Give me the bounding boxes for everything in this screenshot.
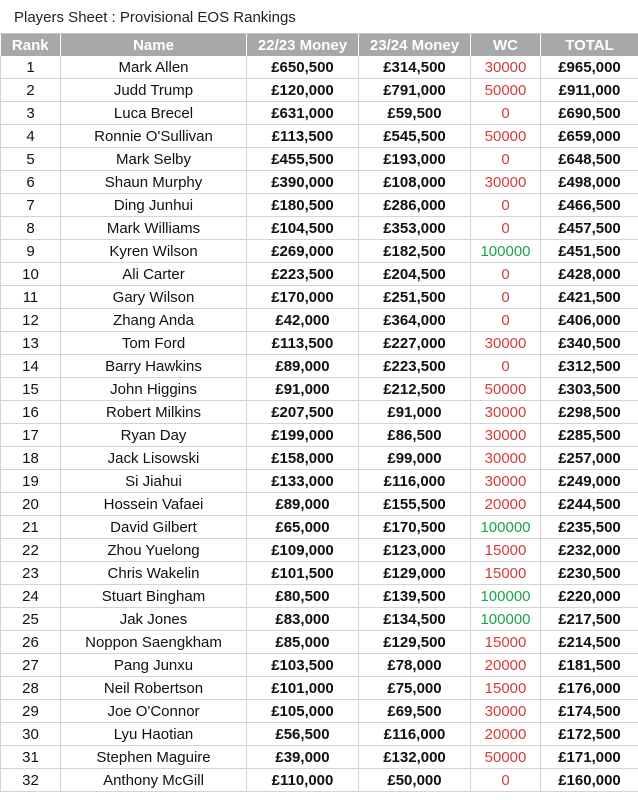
total-cell: £457,500	[541, 217, 638, 240]
header-row	[1, 34, 638, 56]
wc-cell: 30000	[471, 56, 541, 79]
money-2324-cell: £59,500	[359, 102, 471, 125]
rank-cell: 24	[1, 585, 61, 608]
total-cell: £659,000	[541, 125, 638, 148]
rank-cell: 32	[1, 769, 61, 792]
table-row	[1, 631, 638, 654]
table-row	[1, 447, 638, 470]
total-cell: £160,000	[541, 769, 638, 792]
table-row	[1, 746, 638, 769]
name-cell: Stuart Bingham	[61, 585, 247, 608]
table-row	[1, 194, 638, 217]
table-row	[1, 677, 638, 700]
money-2324-cell: £134,500	[359, 608, 471, 631]
wc-cell: 30000	[471, 424, 541, 447]
rank-cell: 5	[1, 148, 61, 171]
total-cell: £466,500	[541, 194, 638, 217]
total-cell: £174,500	[541, 700, 638, 723]
wc-cell: 15000	[471, 539, 541, 562]
money-2223-cell: £650,500	[247, 56, 359, 79]
rank-cell: 25	[1, 608, 61, 631]
wc-cell: 0	[471, 286, 541, 309]
money-2324-cell: £132,000	[359, 746, 471, 769]
wc-cell: 50000	[471, 125, 541, 148]
money-2223-cell: £85,000	[247, 631, 359, 654]
name-cell: Kyren Wilson	[61, 240, 247, 263]
money-2223-cell: £89,000	[247, 493, 359, 516]
rank-cell: 17	[1, 424, 61, 447]
rank-cell: 31	[1, 746, 61, 769]
money-2324-cell: £129,000	[359, 562, 471, 585]
money-2223-cell: £223,500	[247, 263, 359, 286]
table-row	[1, 378, 638, 401]
total-cell: £340,500	[541, 332, 638, 355]
money-2223-cell: £101,500	[247, 562, 359, 585]
money-2324-cell: £69,500	[359, 700, 471, 723]
name-cell: Zhou Yuelong	[61, 539, 247, 562]
money-2223-cell: £83,000	[247, 608, 359, 631]
money-2324-cell: £78,000	[359, 654, 471, 677]
total-cell: £406,000	[541, 309, 638, 332]
rank-cell: 13	[1, 332, 61, 355]
wc-cell: 0	[471, 309, 541, 332]
name-cell: Tom Ford	[61, 332, 247, 355]
rank-cell: 22	[1, 539, 61, 562]
rank-cell: 8	[1, 217, 61, 240]
money-2324-cell: £353,000	[359, 217, 471, 240]
total-cell: £421,500	[541, 286, 638, 309]
wc-cell: 0	[471, 769, 541, 792]
total-cell: £911,000	[541, 79, 638, 102]
header-wc: WC	[471, 34, 541, 56]
name-cell: Jak Jones	[61, 608, 247, 631]
money-2324-cell: £155,500	[359, 493, 471, 516]
table-row	[1, 332, 638, 355]
rank-cell: 20	[1, 493, 61, 516]
wc-cell: 0	[471, 355, 541, 378]
header-total: TOTAL	[541, 34, 638, 56]
total-cell: £217,500	[541, 608, 638, 631]
name-cell: Ronnie O'Sullivan	[61, 125, 247, 148]
rank-cell: 19	[1, 470, 61, 493]
rank-cell: 27	[1, 654, 61, 677]
money-2223-cell: £110,000	[247, 769, 359, 792]
rank-cell: 29	[1, 700, 61, 723]
rank-cell: 3	[1, 102, 61, 125]
total-cell: £235,500	[541, 516, 638, 539]
total-cell: £257,000	[541, 447, 638, 470]
rank-cell: 23	[1, 562, 61, 585]
name-cell: Luca Brecel	[61, 102, 247, 125]
money-2324-cell: £139,500	[359, 585, 471, 608]
rank-cell: 28	[1, 677, 61, 700]
wc-cell: 50000	[471, 746, 541, 769]
table-row	[1, 355, 638, 378]
wc-cell: 0	[471, 102, 541, 125]
wc-cell: 100000	[471, 516, 541, 539]
rank-cell: 4	[1, 125, 61, 148]
rank-cell: 9	[1, 240, 61, 263]
table-row	[1, 700, 638, 723]
money-2223-cell: £105,000	[247, 700, 359, 723]
money-2223-cell: £120,000	[247, 79, 359, 102]
rank-cell: 6	[1, 171, 61, 194]
money-2223-cell: £65,000	[247, 516, 359, 539]
total-cell: £230,500	[541, 562, 638, 585]
table-row	[1, 723, 638, 746]
wc-cell: 0	[471, 148, 541, 171]
money-2324-cell: £286,000	[359, 194, 471, 217]
money-2223-cell: £180,500	[247, 194, 359, 217]
table-row	[1, 171, 638, 194]
wc-cell: 30000	[471, 447, 541, 470]
money-2324-cell: £791,000	[359, 79, 471, 102]
total-cell: £214,500	[541, 631, 638, 654]
money-2223-cell: £133,000	[247, 470, 359, 493]
wc-cell: 50000	[471, 79, 541, 102]
money-2223-cell: £56,500	[247, 723, 359, 746]
header-2324-money: 23/24 Money	[359, 34, 471, 56]
table-row	[1, 493, 638, 516]
wc-cell: 30000	[471, 171, 541, 194]
name-cell: Joe O'Connor	[61, 700, 247, 723]
money-2223-cell: £170,000	[247, 286, 359, 309]
rank-cell: 30	[1, 723, 61, 746]
money-2223-cell: £101,000	[247, 677, 359, 700]
name-cell: Zhang Anda	[61, 309, 247, 332]
money-2324-cell: £86,500	[359, 424, 471, 447]
table-row	[1, 539, 638, 562]
rank-cell: 16	[1, 401, 61, 424]
total-cell: £690,500	[541, 102, 638, 125]
name-cell: Stephen Maguire	[61, 746, 247, 769]
name-cell: Chris Wakelin	[61, 562, 247, 585]
header-2223-money: 22/23 Money	[247, 34, 359, 56]
name-cell: Barry Hawkins	[61, 355, 247, 378]
name-cell: Mark Selby	[61, 148, 247, 171]
total-cell: £249,000	[541, 470, 638, 493]
money-2324-cell: £108,000	[359, 171, 471, 194]
money-2324-cell: £251,500	[359, 286, 471, 309]
money-2223-cell: £91,000	[247, 378, 359, 401]
money-2324-cell: £50,000	[359, 769, 471, 792]
table-row	[1, 585, 638, 608]
money-2223-cell: £39,000	[247, 746, 359, 769]
wc-cell: 15000	[471, 677, 541, 700]
money-2324-cell: £123,000	[359, 539, 471, 562]
money-2223-cell: £207,500	[247, 401, 359, 424]
rank-cell: 7	[1, 194, 61, 217]
money-2324-cell: £91,000	[359, 401, 471, 424]
money-2324-cell: £364,000	[359, 309, 471, 332]
money-2223-cell: £390,000	[247, 171, 359, 194]
wc-cell: 0	[471, 194, 541, 217]
wc-cell: 30000	[471, 700, 541, 723]
table-row	[1, 125, 638, 148]
name-cell: Anthony McGill	[61, 769, 247, 792]
money-2324-cell: £170,500	[359, 516, 471, 539]
header-name: Name	[61, 34, 247, 56]
wc-cell: 100000	[471, 608, 541, 631]
wc-cell: 30000	[471, 401, 541, 424]
money-2324-cell: £116,000	[359, 470, 471, 493]
table-row	[1, 516, 638, 539]
money-2223-cell: £113,500	[247, 332, 359, 355]
name-cell: Noppon Saengkham	[61, 631, 247, 654]
total-cell: £172,500	[541, 723, 638, 746]
table-row	[1, 240, 638, 263]
sheet-title: Players Sheet : Provisional EOS Rankings	[0, 0, 638, 34]
wc-cell: 15000	[471, 631, 541, 654]
money-2324-cell: £314,500	[359, 56, 471, 79]
money-2223-cell: £103,500	[247, 654, 359, 677]
name-cell: Hossein Vafaei	[61, 493, 247, 516]
table-row	[1, 562, 638, 585]
total-cell: £171,000	[541, 746, 638, 769]
total-cell: £298,500	[541, 401, 638, 424]
name-cell: Shaun Murphy	[61, 171, 247, 194]
header-rank: Rank	[1, 34, 61, 56]
rank-cell: 21	[1, 516, 61, 539]
wc-cell: 100000	[471, 240, 541, 263]
total-cell: £965,000	[541, 56, 638, 79]
name-cell: Ding Junhui	[61, 194, 247, 217]
total-cell: £451,500	[541, 240, 638, 263]
table-row	[1, 654, 638, 677]
money-2324-cell: £545,500	[359, 125, 471, 148]
money-2223-cell: £104,500	[247, 217, 359, 240]
total-cell: £232,000	[541, 539, 638, 562]
money-2223-cell: £199,000	[247, 424, 359, 447]
table-row	[1, 217, 638, 240]
money-2324-cell: £223,500	[359, 355, 471, 378]
name-cell: Judd Trump	[61, 79, 247, 102]
table-row	[1, 769, 638, 792]
money-2324-cell: £116,000	[359, 723, 471, 746]
money-2324-cell: £193,000	[359, 148, 471, 171]
rank-cell: 18	[1, 447, 61, 470]
rank-cell: 1	[1, 56, 61, 79]
total-cell: £648,500	[541, 148, 638, 171]
total-cell: £428,000	[541, 263, 638, 286]
table-row	[1, 401, 638, 424]
wc-cell: 0	[471, 217, 541, 240]
money-2324-cell: £129,500	[359, 631, 471, 654]
money-2223-cell: £42,000	[247, 309, 359, 332]
wc-cell: 20000	[471, 723, 541, 746]
money-2324-cell: £204,500	[359, 263, 471, 286]
rank-cell: 26	[1, 631, 61, 654]
wc-cell: 0	[471, 263, 541, 286]
total-cell: £176,000	[541, 677, 638, 700]
money-2324-cell: £212,500	[359, 378, 471, 401]
wc-cell: 15000	[471, 562, 541, 585]
total-cell: £285,500	[541, 424, 638, 447]
money-2223-cell: £158,000	[247, 447, 359, 470]
wc-cell: 50000	[471, 378, 541, 401]
wc-cell: 20000	[471, 654, 541, 677]
table-row	[1, 424, 638, 447]
name-cell: Lyu Haotian	[61, 723, 247, 746]
wc-cell: 30000	[471, 332, 541, 355]
name-cell: Jack Lisowski	[61, 447, 247, 470]
table-row	[1, 263, 638, 286]
rank-cell: 2	[1, 79, 61, 102]
wc-cell: 30000	[471, 470, 541, 493]
total-cell: £220,000	[541, 585, 638, 608]
money-2223-cell: £109,000	[247, 539, 359, 562]
name-cell: Mark Allen	[61, 56, 247, 79]
table-row	[1, 470, 638, 493]
rank-cell: 15	[1, 378, 61, 401]
money-2324-cell: £182,500	[359, 240, 471, 263]
name-cell: Ali Carter	[61, 263, 247, 286]
money-2223-cell: £89,000	[247, 355, 359, 378]
table-row	[1, 79, 638, 102]
wc-cell: 100000	[471, 585, 541, 608]
money-2324-cell: £75,000	[359, 677, 471, 700]
money-2223-cell: £269,000	[247, 240, 359, 263]
total-cell: £181,500	[541, 654, 638, 677]
money-2223-cell: £80,500	[247, 585, 359, 608]
total-cell: £498,000	[541, 171, 638, 194]
total-cell: £303,500	[541, 378, 638, 401]
money-2324-cell: £99,000	[359, 447, 471, 470]
name-cell: Mark Williams	[61, 217, 247, 240]
total-cell: £312,500	[541, 355, 638, 378]
name-cell: Ryan Day	[61, 424, 247, 447]
name-cell: Pang Junxu	[61, 654, 247, 677]
name-cell: Gary Wilson	[61, 286, 247, 309]
rank-cell: 12	[1, 309, 61, 332]
table-row	[1, 286, 638, 309]
money-2223-cell: £455,500	[247, 148, 359, 171]
money-2324-cell: £227,000	[359, 332, 471, 355]
rankings-table	[0, 34, 638, 792]
table-row	[1, 608, 638, 631]
name-cell: Robert Milkins	[61, 401, 247, 424]
name-cell: David Gilbert	[61, 516, 247, 539]
table-row	[1, 148, 638, 171]
total-cell: £244,500	[541, 493, 638, 516]
rank-cell: 14	[1, 355, 61, 378]
money-2223-cell: £631,000	[247, 102, 359, 125]
rank-cell: 11	[1, 286, 61, 309]
table-row	[1, 309, 638, 332]
rank-cell: 10	[1, 263, 61, 286]
wc-cell: 20000	[471, 493, 541, 516]
money-2223-cell: £113,500	[247, 125, 359, 148]
name-cell: Si Jiahui	[61, 470, 247, 493]
name-cell: John Higgins	[61, 378, 247, 401]
name-cell: Neil Robertson	[61, 677, 247, 700]
table-row	[1, 56, 638, 79]
table-row	[1, 102, 638, 125]
